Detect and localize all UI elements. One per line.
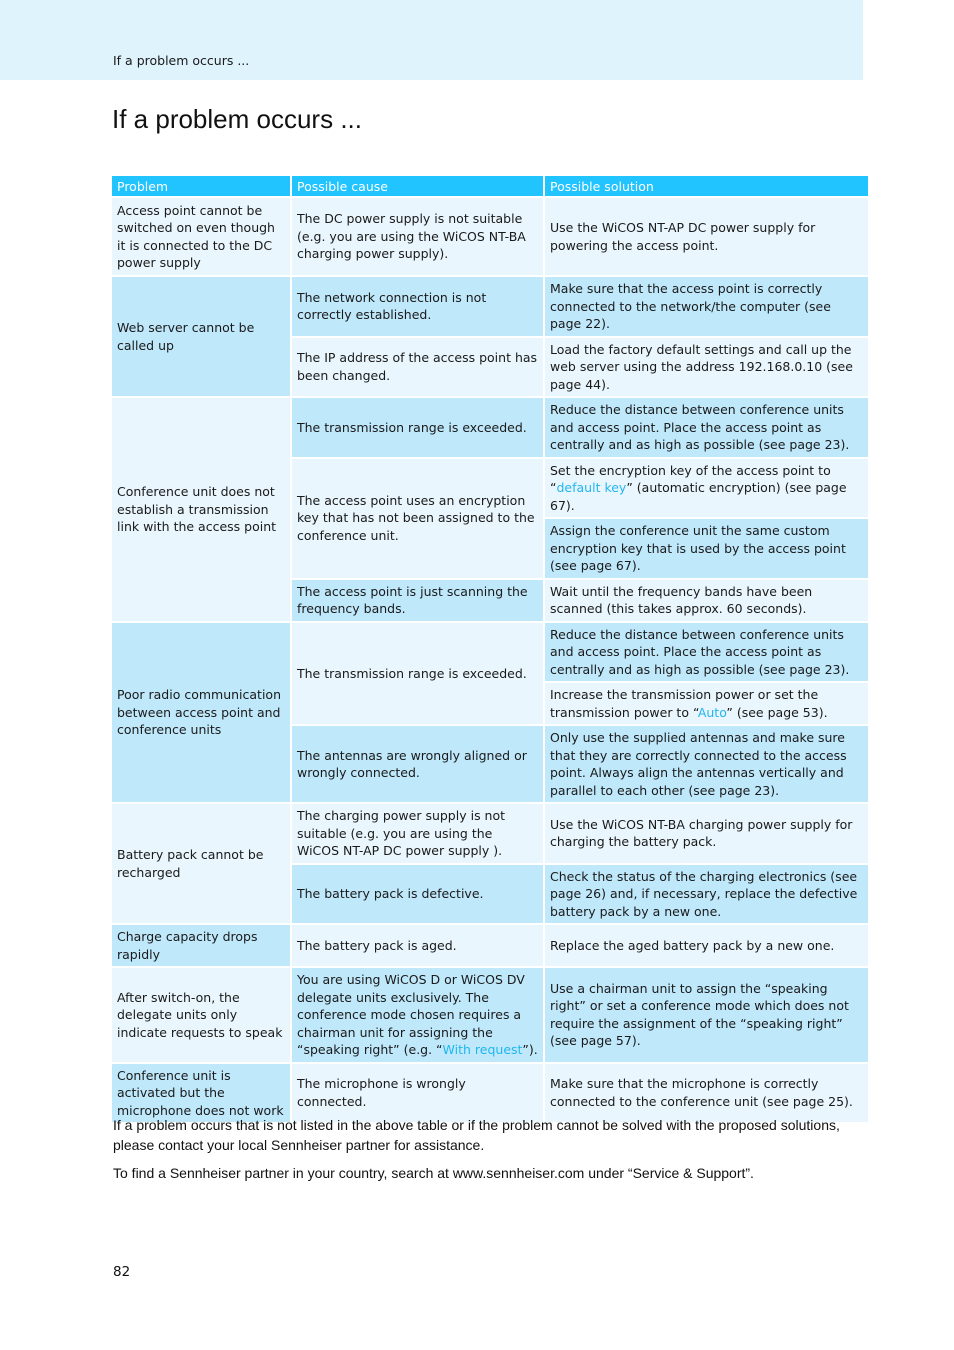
solution-cell [545,683,868,724]
solution-cell: Load the factory default settings and call up the web server using the address 192.168.0.10 (see page 44). [545,338,868,397]
solution-cell: Use the WiCOS NT-BA charging power supply for charging the battery pack. [545,804,868,863]
solution-cell: Use a chairman unit to assign the “speaking right” or set a conference mode which does not require the assignment of the “speaking right” (see page 57). [545,968,868,1062]
page-title: If a problem occurs ... [112,104,362,134]
solution-cell: Wait until the frequency bands have been scanned (this takes approx. 60 seconds). [545,580,868,621]
table-row [112,804,868,863]
with-request-link[interactable]: With request [442,1042,523,1057]
problem-cell: Battery pack cannot be recharged [112,804,290,923]
solution-cell [545,459,868,518]
cause-cell: The battery pack is aged. [292,925,543,966]
header-possible-cause: Possible cause [292,176,543,196]
cause-cell: The transmission range is exceeded. [292,398,543,457]
cause-cell: The microphone is wrongly connected. [292,1064,543,1123]
solution-cell: Use the WiCOS NT-AP DC power supply for powering the access point. [545,198,868,275]
solution-text: Increase the transmission power or set the transmission power to “ [550,687,819,720]
solution-cell: Reduce the distance between conference units and access point. Place the access point as centrally and as high as possible (see page 23). [545,398,868,457]
table-row [112,623,868,682]
solution-cell: Make sure that the access point is correctly connected to the network/the computer (see page 22). [545,277,868,336]
solution-text: ” (see page 53). [726,704,828,720]
header-problem: Problem [112,176,290,196]
solution-cell: Replace the aged battery pack by a new one. [545,925,868,966]
problem-cell: Web server cannot be called up [112,277,290,396]
cause-cell: The IP address of the access point has been changed. [292,338,543,397]
table-row [112,1064,868,1123]
cause-cell: The charging power supply is not suitable (e.g. you are using the WiCOS NT-AP DC power supply ). [292,804,543,863]
cause-cell [292,968,543,1062]
cause-text: ”). [522,1042,538,1057]
problem-cell: Access point cannot be switched on even though it is connected to the DC power supply [112,198,290,275]
solution-text: Set the encryption key of the access point to “ [550,462,831,495]
table-row [112,277,868,336]
solution-cell: Only use the supplied antennas and make sure that they are correctly connected to the access point. Always align the antennas vertically and parallel to each other (see page 23). [545,726,868,802]
problem-cell: Conference unit does not establish a transmission link with the access point [112,398,290,621]
solution-cell: Make sure that the microphone is correctly connected to the conference unit (see page 25). [545,1064,868,1123]
table-header-row [112,176,868,196]
table-row [112,925,868,966]
problem-cell: After switch-on, the delegate units only indicate requests to speak [112,968,290,1062]
problem-cell: Conference unit is activated but the microphone does not work [112,1064,290,1123]
problem-cell: Poor radio communication between access point and conference units [112,623,290,803]
solution-text: ” (automatic encryption) (see page 67). [550,480,847,513]
auto-link[interactable]: Auto [697,704,727,720]
default-key-link[interactable]: default key [556,480,627,495]
table-row [112,968,868,1062]
solution-cell: Assign the conference unit the same custom encryption key that is used by the access point (see page 67). [545,519,868,578]
table-row [112,398,868,457]
cause-cell: The access point uses an encryption key that has not been assigned to the conference unit. [292,459,543,578]
header-band [0,0,863,80]
help-paragraph: If a problem occurs that is not listed in the above table or if the problem cannot be solved with the proposed solutions, please contact your local Sennheiser partner for assistance. [113,1117,840,1153]
running-head: If a problem occurs ... [113,53,250,68]
page-number: 82 [113,1264,131,1280]
troubleshooting-table [110,174,870,1124]
header-possible-solution: Possible solution [545,176,868,196]
partner-paragraph: To find a Sennheiser partner in your country, search at www.sennheiser.com under “Service & Support”. [113,1165,754,1181]
cause-cell: The DC power supply is not suitable (e.g. you are using the WiCOS NT-BA charging power supply). [292,198,543,275]
table-row [112,198,868,275]
cause-cell: The access point is just scanning the frequency bands. [292,580,543,621]
solution-cell: Check the status of the charging electronics (see page 26) and, if necessary, replace the defective battery pack by a new one. [545,865,868,924]
solution-cell: Reduce the distance between conference units and access point. Place the access point as centrally and as high as possible (see page 23). [545,623,868,682]
cause-cell: The antennas are wrongly aligned or wrongly connected. [292,726,543,802]
problem-cell: Charge capacity drops rapidly [112,925,290,966]
cause-text: You are using WiCOS D or WiCOS DV delegate units exclusively. The conference mode chosen requires a chairman unit for assigning the “speaking right” (e.g. “ [297,972,525,1057]
cause-cell: The battery pack is defective. [292,865,543,924]
cause-cell: The transmission range is exceeded. [292,623,543,725]
cause-cell: The network connection is not correctly established. [292,277,543,336]
